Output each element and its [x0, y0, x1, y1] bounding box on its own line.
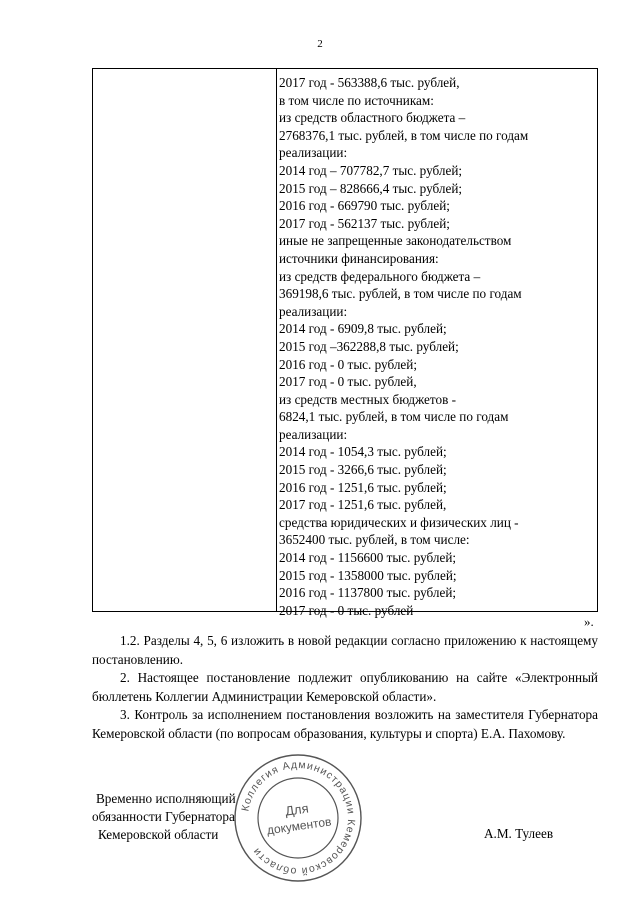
paragraph-text: 1.2. Разделы 4, 5, 6 изложить в новой редакции согласно приложению к настоящему постановлению.	[92, 633, 598, 667]
table-cell-line: 2017 год - 1251,6 тыс. рублей,	[279, 497, 447, 513]
table-cell-line: из средств федерального бюджета –	[279, 268, 481, 284]
table-column-divider	[276, 69, 277, 611]
table-cell-line: 2017 год - 0 тыс. рублей	[279, 602, 414, 618]
signatory-name: А.М. Тулеев	[484, 826, 554, 841]
table-cell-line: 369198,6 тыс. рублей, в том числе по годам	[279, 286, 522, 302]
table-cell-line: 2014 год - 6909,8 тыс. рублей;	[279, 321, 447, 337]
table-cell-line: 2014 год – 707782,7 тыс. рублей;	[279, 162, 463, 178]
table-cell-line: 2014 год - 1156600 тыс. рублей;	[279, 550, 457, 566]
table-cell-line: иные не запрещенные законодательством	[279, 233, 512, 249]
signatory-position	[92, 790, 236, 844]
table-cell-line: 2015 год - 1358000 тыс. рублей;	[279, 567, 457, 583]
funding-table	[92, 68, 598, 618]
table-cell-line: 2017 год - 563388,6 тыс. рублей,	[279, 75, 460, 90]
table-cell-line: из средств областного бюджета –	[279, 110, 466, 126]
table-cell-line: 3652400 тыс. рублей, в том числе:	[279, 532, 470, 548]
paragraph-text: 3. Контроль за исполнением постановления возложить на заместителя Губернатора Кемеровской области (по вопросам образования, культуры и спорта) Е.А. Пахомову.	[92, 707, 598, 741]
table-cell-line: 2016 год - 0 тыс. рублей;	[279, 356, 417, 372]
table-cell-line: 2016 год - 1137800 тыс. рублей;	[279, 585, 457, 601]
table-cell-line: 2017 год - 0 тыс. рублей,	[279, 374, 417, 390]
table-cell-line: 2015 год –362288,8 тыс. рублей;	[279, 338, 459, 354]
table-cell-line: 6824,1 тыс. рублей, в том числе по годам	[279, 409, 509, 425]
svg-text:документов: документов	[266, 814, 333, 838]
paragraph-3	[92, 706, 598, 743]
paragraph-1-2	[92, 632, 598, 669]
table-cell-line: 2015 год - 3266,6 тыс. рублей;	[279, 462, 447, 478]
table-cell-line: 2768376,1 тыс. рублей, в том числе по годам	[279, 127, 529, 143]
table-cell-line: реализации:	[279, 426, 348, 442]
svg-text:Коллегия Администрации Кемеров: Коллегия Администрации Кемеровской области	[239, 758, 358, 878]
paragraph-text: 2. Настоящее постановление подлежит опубликованию на сайте «Электронный бюллетень Коллегии Администрации Кемеровской области».	[92, 670, 598, 704]
table-cell-line: 2016 год - 669790 тыс. рублей;	[279, 198, 450, 214]
table-cell-line: в том числе по источникам:	[279, 92, 434, 108]
table-cell-line: 2014 год - 1054,3 тыс. рублей;	[279, 444, 447, 460]
signatory-position-line: Кемеровской области	[98, 827, 219, 842]
signatory-position-line: Временно исполняющий	[96, 791, 236, 806]
page-number: 2	[317, 38, 323, 50]
paragraph-2	[92, 669, 598, 706]
table-cell-line: из средств местных бюджетов -	[279, 391, 456, 407]
table-cell-line: 2016 год - 1251,6 тыс. рублей;	[279, 479, 447, 495]
table-right-cell	[279, 74, 597, 619]
table-cell-line: реализации:	[279, 303, 348, 319]
table-cell-line: средства юридических и физических лиц -	[279, 514, 519, 530]
table-cell-line: 2015 год – 828666,4 тыс. рублей;	[279, 180, 463, 196]
table-cell-line: 2017 год - 562137 тыс. рублей;	[279, 215, 450, 231]
signatory-position-line: обязанности Губернатора	[92, 809, 235, 824]
closing-quote: ».	[584, 614, 594, 629]
table-cell-line: источники финансирования:	[279, 250, 439, 266]
round-seal-stamp	[232, 752, 364, 884]
svg-text:Для: Для	[284, 800, 310, 819]
table-cell-line: реализации:	[279, 145, 348, 161]
